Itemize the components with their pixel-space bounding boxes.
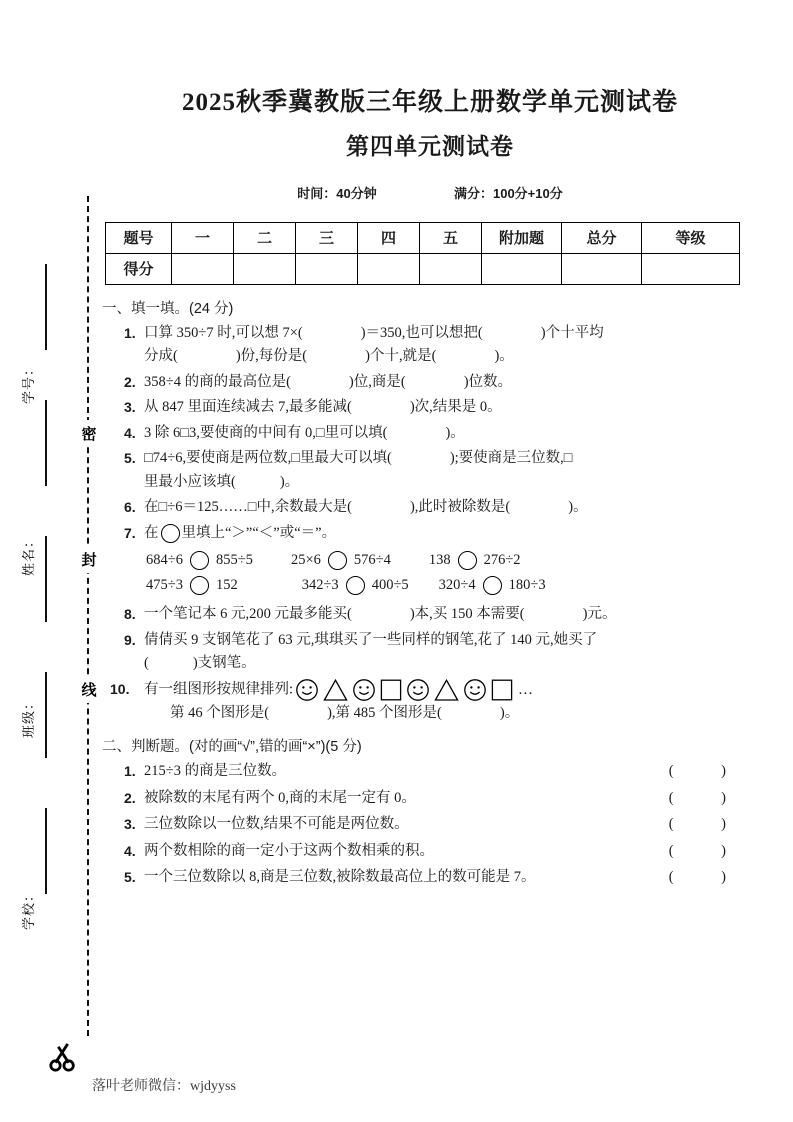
score-table-col-grade: 等级: [642, 222, 740, 253]
seal-dashed-line: [87, 196, 89, 1036]
compare-circle-4[interactable]: [190, 576, 209, 595]
exam-meta: [100, 183, 760, 202]
question-2-text-b: )位,商是(: [348, 373, 406, 390]
triangle-icon: [323, 678, 348, 702]
score-table-col-2: 二: [234, 222, 296, 253]
question-5-text-c: 里最小应该填(: [144, 473, 236, 490]
square-icon: [380, 678, 402, 702]
judge-5-answer-bracket[interactable]: ( ): [668, 869, 748, 886]
compare-right-4: 152: [215, 577, 238, 594]
compare-right-2: 576÷4: [353, 552, 391, 569]
score-table-col-1: 一: [172, 222, 234, 253]
question-10-line2: [170, 702, 760, 725]
question-9-text-c: )支钢笔。: [192, 655, 256, 672]
judge-1-text: 215÷3 的商是三位数。: [144, 763, 287, 780]
footer-watermark: 落叶老师微信：wjdyyss: [92, 1079, 236, 1094]
question-9-line2: [144, 652, 760, 675]
judge-question-2: [124, 787, 760, 810]
triangle-icon: [434, 678, 459, 702]
compare-left-5: 342÷3: [301, 577, 339, 594]
field-label-student-id: 学号：: [21, 361, 36, 404]
compare-pair-1: [146, 551, 253, 570]
judge-question-1: [124, 760, 760, 783]
question-4-number: 4.: [124, 424, 136, 441]
compare-right-3: 276÷2: [483, 552, 521, 569]
question-10-text-b: 第 46 个图形是(: [170, 704, 270, 721]
question-6-text-c: )。: [568, 499, 588, 516]
question-1-text-c: )个十平均: [540, 324, 604, 341]
question-9-number: 9.: [124, 631, 136, 648]
compare-circle-prompt: [161, 524, 180, 543]
judge-4-number: 4.: [124, 842, 136, 859]
smiley-icon: [295, 678, 319, 702]
compare-left-3: 138: [428, 552, 451, 569]
field-rule-4: [45, 672, 47, 758]
score-cell-total[interactable]: [562, 253, 642, 284]
question-7-number: 7.: [124, 524, 136, 541]
page-subtitle: 第四单元测试卷: [346, 133, 514, 159]
judge-question-3: [124, 813, 760, 836]
question-8-number: 8.: [124, 606, 136, 623]
question-1: [124, 322, 760, 369]
question-4: [124, 422, 760, 445]
question-2-text-a: 358÷4 的商的最高位是(: [144, 373, 291, 390]
compare-left-2: 25×6: [290, 552, 321, 569]
score-cell-2[interactable]: [234, 253, 296, 284]
field-rule-2: [45, 400, 47, 486]
pattern-ellipsis: …: [518, 681, 535, 698]
question-2-number: 2.: [124, 373, 136, 390]
question-3-number: 3.: [124, 399, 136, 416]
question-8-text-a: 一个笔记本 6 元,200 元最多能买(: [144, 606, 352, 623]
judge-3-answer-bracket[interactable]: ( ): [668, 816, 748, 833]
compare-pair-2: [291, 551, 391, 570]
compare-pair-6: [439, 576, 546, 595]
question-1-text-b: )＝350,也可以想把(: [360, 324, 483, 341]
question-8-text-b: )本,买 150 本需要(: [409, 606, 525, 623]
scissors-icon: [48, 1043, 78, 1073]
judge-2-text: 被除数的末尾有两个 0,商的末尾一定有 0。: [144, 789, 416, 806]
compare-row-2: [146, 576, 760, 595]
score-table-col-total: 总分: [562, 222, 642, 253]
question-5-number: 5.: [124, 450, 136, 467]
field-label-name: 姓名：: [21, 533, 36, 576]
question-5: [124, 447, 760, 494]
score-table-col-bonus: 附加题: [482, 222, 562, 253]
field-rule-5: [45, 808, 47, 894]
page-title: 2025秋季冀教版三年级上册数学单元测试卷: [181, 89, 678, 116]
question-5-text-d: )。: [279, 473, 300, 490]
question-8-text-c: )元。: [582, 606, 617, 623]
field-label-school: 学校：: [21, 887, 36, 930]
score-table-col-5: 五: [420, 222, 482, 253]
compare-right-5: 400÷5: [371, 577, 409, 594]
score-cell-grade[interactable]: [642, 253, 740, 284]
question-5-text-b: );要使商是三位数,□: [449, 450, 573, 467]
question-6: [124, 496, 760, 519]
question-6-text-a: 在□÷6＝125……□中,余数最大是(: [144, 499, 352, 516]
question-3: [124, 396, 760, 419]
compare-circle-5[interactable]: [346, 576, 365, 595]
compare-pair-5: [302, 576, 409, 595]
score-cell-3[interactable]: [296, 253, 358, 284]
compare-left-1: 684÷6: [146, 552, 183, 569]
smiley-icon: [352, 678, 376, 702]
question-1-number: 1.: [124, 324, 136, 341]
smiley-icon: [406, 678, 430, 702]
compare-right-6: 180÷3: [508, 577, 546, 594]
question-10-text-c: ),第 485 个图形是(: [327, 704, 442, 721]
field-rule-3: [45, 536, 47, 622]
question-10: [110, 678, 760, 726]
judge-5-text: 一个三位数除以 8,商是三位数,被除数最高位上的数可能是 7。: [144, 869, 536, 886]
compare-left-4: 475÷3: [146, 577, 183, 594]
question-3-text-b: )次,结果是 0。: [409, 399, 502, 416]
field-label-class: 班级：: [21, 695, 36, 738]
seal-char-feng: 封: [78, 546, 100, 573]
question-7-prompt-a: 在: [144, 524, 159, 541]
score-cell-4[interactable]: [358, 253, 420, 284]
seal-char-mi: 密: [78, 420, 100, 447]
score-table-rowhead-question: 题号: [106, 222, 172, 253]
compare-left-6: 320÷4: [438, 577, 476, 594]
table-row-question-numbers: [106, 222, 740, 253]
question-9: [124, 629, 760, 676]
question-9-text-b: (: [144, 655, 149, 672]
compare-pair-4: [146, 576, 238, 595]
judge-5-number: 5.: [124, 869, 136, 886]
compare-circle-1[interactable]: [190, 551, 209, 570]
seal-line-column: [0, 0, 100, 1122]
score-table-col-3: 三: [296, 222, 358, 253]
section-heading-one: 一、填一填。(24 分): [102, 300, 234, 317]
square-icon: [491, 678, 513, 702]
question-1-text-f: )个十,就是(: [365, 348, 437, 365]
question-8: [124, 603, 760, 626]
title-block: [100, 0, 760, 202]
judge-3-text: 三位数除以一位数,结果不可能是两位数。: [144, 816, 409, 833]
full-score-label: 满分：100分+10分: [453, 185, 563, 201]
judge-1-answer-bracket[interactable]: ( ): [668, 763, 748, 780]
question-5-text-a: □74÷6,要使商是两位数,□里最大可以填(: [144, 450, 392, 467]
question-1-text-a: 口算 350÷7 时,可以想 7×(: [144, 324, 303, 341]
score-table-col-4: 四: [358, 222, 420, 253]
score-cell-5[interactable]: [420, 253, 482, 284]
judge-4-answer-bracket[interactable]: ( ): [668, 842, 748, 859]
question-10-number: 10.: [110, 680, 130, 697]
judge-3-number: 3.: [124, 816, 136, 833]
question-7: [124, 522, 760, 545]
question-6-text-b: ),此时被除数是(: [409, 499, 511, 516]
judge-4-text: 两个数相除的商一定小于这两个数相乘的积。: [144, 842, 434, 859]
question-2: [124, 371, 760, 394]
question-1-line2: [144, 345, 760, 368]
compare-right-1: 855÷5: [215, 552, 253, 569]
score-cell-bonus[interactable]: [482, 253, 562, 284]
question-4-text-b: )。: [445, 424, 465, 441]
question-1-text-d: 分成(: [144, 348, 178, 365]
question-6-number: 6.: [124, 499, 136, 516]
compare-circle-2[interactable]: [328, 551, 347, 570]
question-10-text-a: 有一组图形按规律排列:: [144, 681, 294, 698]
question-5-line2: [144, 471, 760, 494]
question-2-text-c: )位数。: [463, 373, 513, 390]
compare-circle-3[interactable]: [458, 551, 477, 570]
judge-question-4: [124, 840, 760, 863]
score-table: [105, 222, 740, 285]
compare-circle-6[interactable]: [483, 576, 502, 595]
compare-pair-3: [429, 551, 521, 570]
question-3-text-a: 从 847 里面连续减去 7,最多能减(: [144, 399, 352, 416]
smiley-icon: [463, 678, 487, 702]
question-1-text-e: )份,每份是(: [235, 348, 308, 365]
score-table-rowhead-score: 得分: [106, 253, 172, 284]
exam-sheet: [100, 0, 760, 1122]
section-heading-two: 二、判断题。(对的画“√”,错的画“×”)(5 分): [102, 739, 362, 756]
question-4-text-a: 3 除 6□3,要使商的中间有 0,□里可以填(: [144, 424, 388, 441]
field-rule-1: [45, 264, 47, 350]
table-row-scores: [106, 253, 740, 284]
compare-row-1: [146, 551, 760, 570]
seal-char-xian: 线: [78, 676, 100, 703]
judge-question-5: [124, 866, 760, 889]
question-10-text-d: )。: [499, 704, 520, 721]
judge-1-number: 1.: [124, 763, 136, 780]
time-label: 时间：40分钟: [297, 185, 377, 201]
question-1-text-g: )。: [494, 348, 514, 365]
question-9-text-a: 倩倩买 9 支钢笔花了 63 元,琪琪买了一些同样的钢笔,花了 140 元,她买了: [144, 631, 598, 648]
question-7-prompt-b: 里填上“＞”“＜”或“＝”。: [181, 524, 337, 541]
judge-2-number: 2.: [124, 789, 136, 806]
score-cell-1[interactable]: [172, 253, 234, 284]
judge-2-answer-bracket[interactable]: ( ): [668, 789, 748, 806]
pattern-figure-strip: [295, 678, 534, 702]
